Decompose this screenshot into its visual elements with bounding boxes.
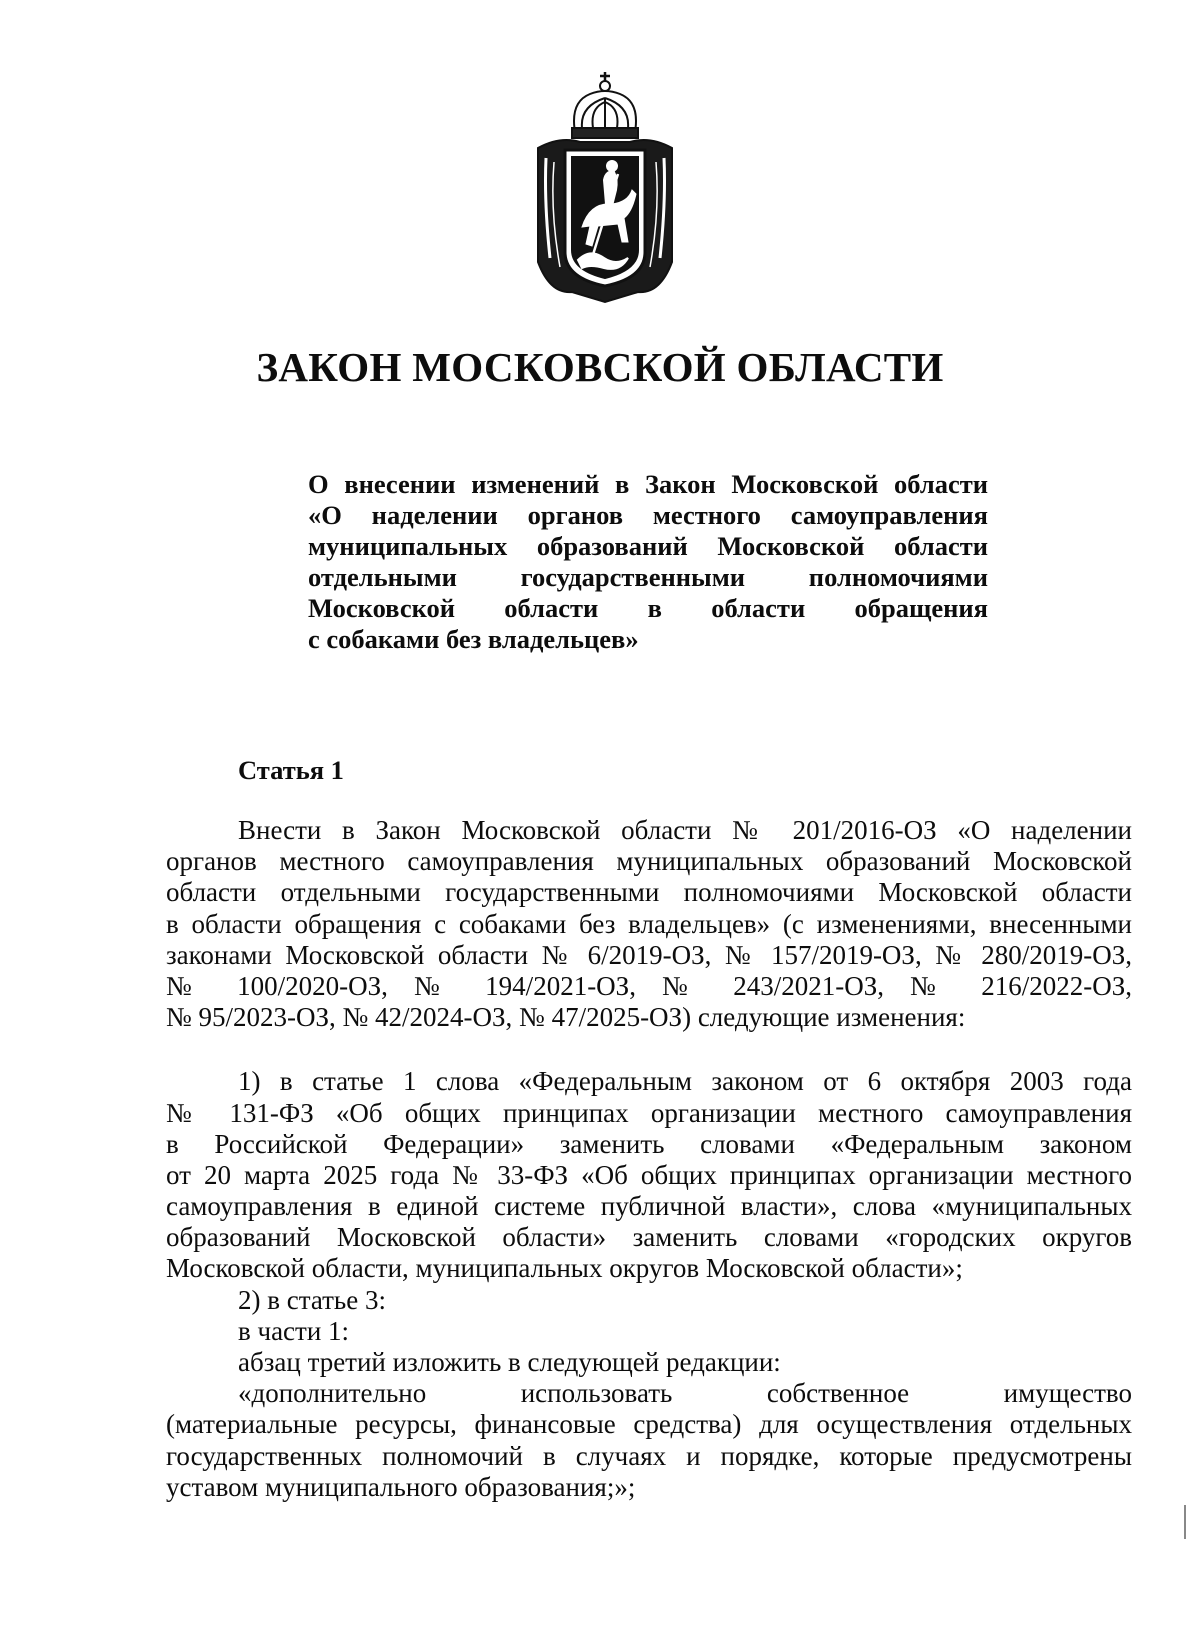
part1-label: в части 1: xyxy=(238,1315,350,1346)
item1-line: от 20 марта 2025 года № 33-ФЗ «Об общих принципах организации местного xyxy=(166,1159,1132,1190)
subject-line: муниципальных образований Московской области xyxy=(308,531,988,561)
item2-label: 2) в статье 3: xyxy=(238,1284,386,1315)
item1-line: в Российской Федерации» заменить словами «Федеральным законом xyxy=(166,1128,1132,1159)
law-subject xyxy=(308,469,988,655)
new-text-line: «дополнительно использовать собственное имущество xyxy=(238,1378,1132,1409)
subject-line: «О наделении органов местного самоуправления xyxy=(308,500,988,530)
new-text-line: (материальные ресурсы, финансовые средства) для осуществления отдельных xyxy=(166,1409,1132,1440)
intro-line: № 100/2020-ОЗ, № 194/2021-ОЗ, № 243/2021-ОЗ, № 216/2022-ОЗ, xyxy=(166,970,1132,1001)
article-body xyxy=(166,815,1132,1503)
intro-line: области отдельными государственными полномочиями Московской области xyxy=(166,877,1132,908)
new-text-line: уставом муниципального образования;»; xyxy=(166,1471,636,1502)
intro-line: Внести в Закон Московской области № 201/2016-ОЗ «О наделении xyxy=(238,815,1132,845)
intro-line: № 95/2023-ОЗ, № 42/2024-ОЗ, № 47/2025-ОЗ) следующие изменения: xyxy=(166,1002,966,1033)
intro-line: законами Московской области № 6/2019-ОЗ, № 157/2019-ОЗ, № 280/2019-ОЗ, xyxy=(166,939,1132,970)
scan-edge-mark xyxy=(1184,1505,1186,1539)
subject-line: с собаками без владельцев» xyxy=(308,624,639,654)
paragraph-gap xyxy=(166,1033,1132,1066)
item1-line: № 131-ФЗ «Об общих принципах организации местного самоуправления xyxy=(166,1097,1132,1128)
subject-line: отдельными государственными полномочиями xyxy=(308,562,988,592)
item1-line: самоуправления в единой системе публичной власти», слова «муниципальных xyxy=(166,1191,1132,1222)
subject-line: Московской области в области обращения xyxy=(308,593,988,623)
item1-line: 1) в статье 1 слова «Федеральным законом от 6 октября 2003 года xyxy=(238,1066,1132,1097)
subject-line: О внесении изменений в Закон Московской области xyxy=(308,469,988,499)
document-title: ЗАКОН МОСКОВСКОЙ ОБЛАСТИ xyxy=(256,344,944,390)
intro-line: в области обращения с собаками без владельцев» (с изменениями, внесенными xyxy=(166,908,1132,939)
paragraph-instruction: абзац третий изложить в следующей редакции: xyxy=(238,1347,781,1377)
item1-line: образований Московской области» заменить словами «городских округов xyxy=(166,1222,1132,1253)
item1-line: Московской области, муниципальных округов Московской области»; xyxy=(166,1253,963,1284)
new-text-line: государственных полномочий в случаях и порядке, которые предусмотрены xyxy=(166,1440,1132,1471)
moscow-oblast-coat-of-arms-icon xyxy=(520,62,690,312)
article-heading: Статья 1 xyxy=(238,755,344,785)
intro-line: органов местного самоуправления муниципальных образований Московской xyxy=(166,846,1132,877)
